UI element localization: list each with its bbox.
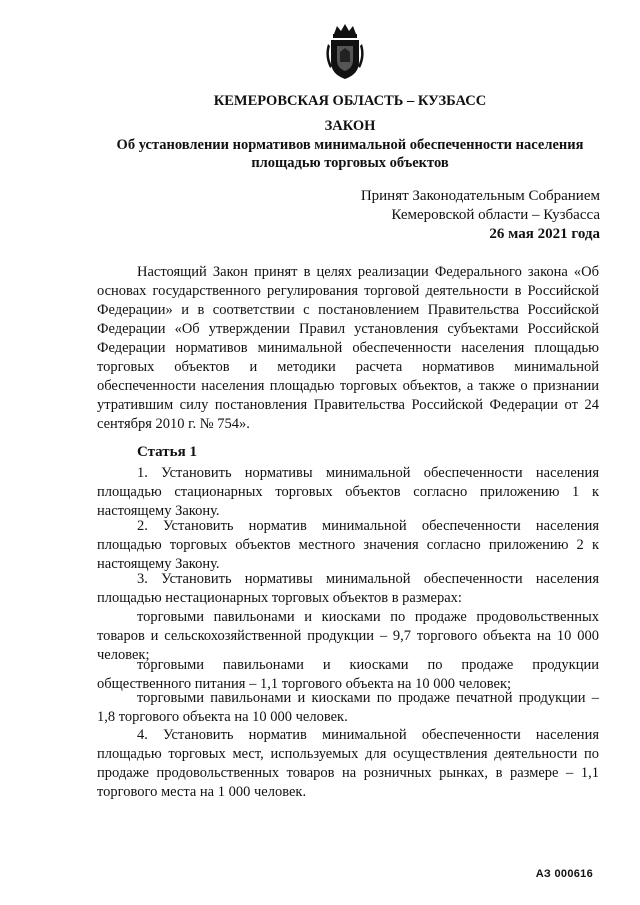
article-item-3: 3. Установить нормативы минимальной обеспеченности населения площадью нестационарных торговых объектов в размерах: — [97, 571, 599, 606]
adopted-by-line2: Кемеровской области – Кузбасса — [391, 207, 600, 223]
region-name: КЕМЕРОВСКАЯ ОБЛАСТЬ – КУЗБАСС — [213, 93, 487, 109]
article-subitem-catering: торговыми павильонами и киосками по продаже продукции общественного питания – 1,1 торгового объекта на 10 000 человек; — [97, 657, 599, 692]
adopted-by-line1: Принят Законодательным Собранием — [360, 188, 600, 204]
article-subitem-food: торговыми павильонами и киосками по продаже продовольственных товаров и сельскохозяйственной продукции – 9,7 торгового объекта на 10 000 человек; — [97, 609, 599, 663]
article-heading: Статья 1 — [137, 444, 197, 460]
document-serial-number: АЗ 000616 — [535, 868, 593, 880]
adoption-date: 26 мая 2021 года — [489, 226, 600, 242]
coat-of-arms-icon — [320, 22, 370, 82]
article-item-1: 1. Установить нормативы минимальной обеспеченности населения площадью стационарных торговых объектов согласно приложению 1 к настоящему Закону. — [97, 465, 599, 519]
preamble-paragraph: Настоящий Закон принят в целях реализации Федерального закона «Об основах государственного регулирования торговой деятельности в Российской Федерации» и в соответствии с постановлением Правительства Российской Федерации «Об утверждении Правил установления субъектами Российской Федерации нормативов минимальной обеспеченности населения площадью торговых объектов и методики расчета нормативов минимальной обеспеченности населения площадью торговых объектов, а также о признании утратившим силу постановления Правительства Российской Федерации от 24 сентября 2010 г. № 754». — [97, 264, 599, 432]
law-title-line1: Об установлении нормативов минимальной обеспеченности населения — [116, 137, 584, 153]
article-item-4: 4. Установить норматив минимальной обеспеченности населения площадью торговых мест, используемых для осуществления деятельности по продаже продовольственных товаров на розничных рынках, в размере – 1,1 торгового места на 1 000 человек. — [97, 727, 599, 800]
article-item-2: 2. Установить норматив минимальной обеспеченности населения площадью торговых объектов местного значения согласно приложению 2 к настоящему Закону. — [97, 518, 599, 572]
document-type: ЗАКОН — [324, 118, 376, 134]
law-title-line2: площадью торговых объектов — [251, 155, 449, 171]
article-subitem-print: торговыми павильонами и киосками по продаже печатной продукции – 1,8 торгового объекта на 10 000 человек. — [97, 690, 599, 725]
